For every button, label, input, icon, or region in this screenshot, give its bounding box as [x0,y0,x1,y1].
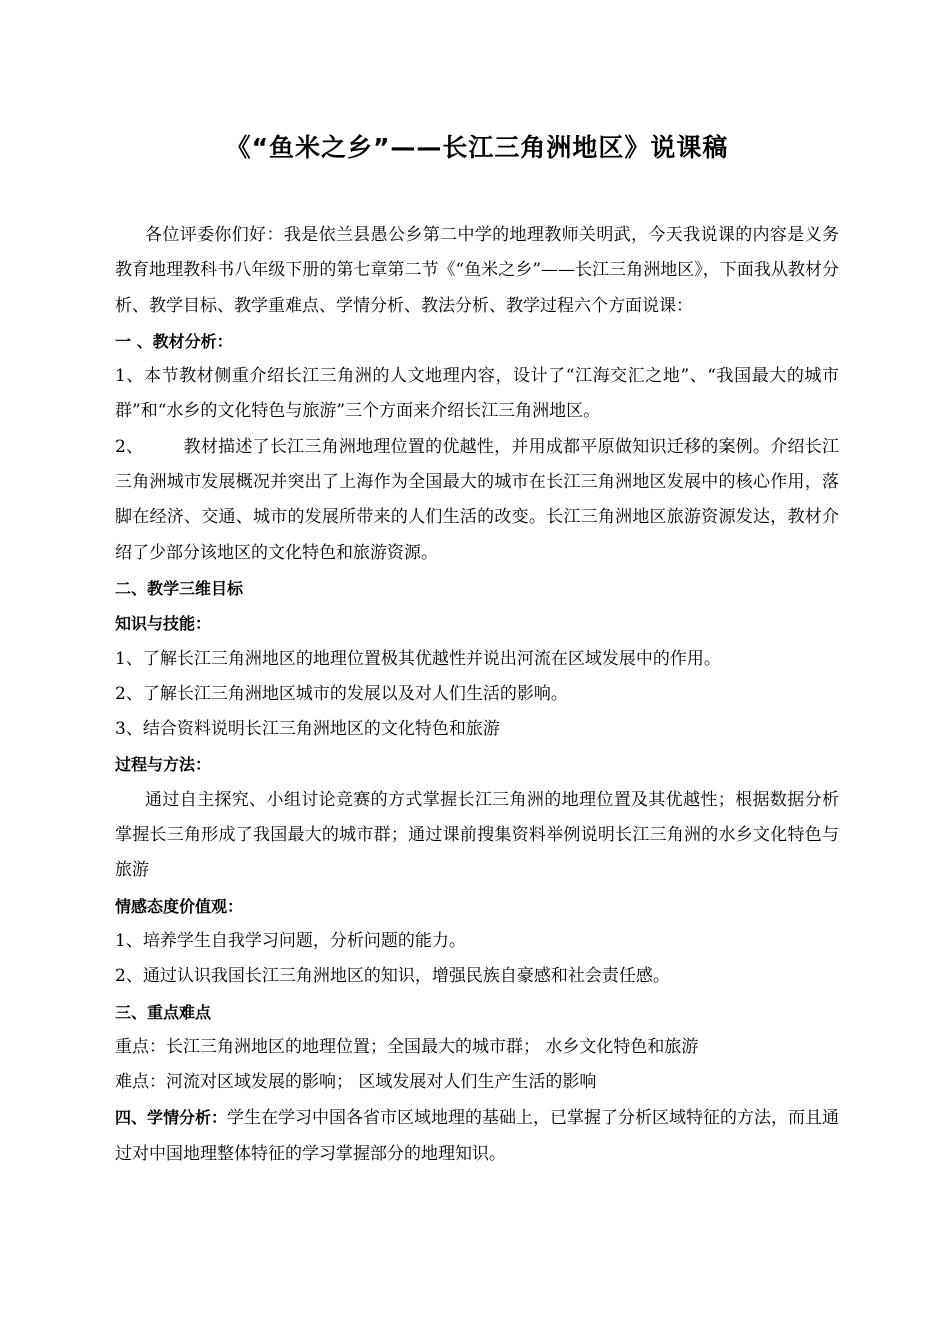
item-2-text: 教材描述了长江三角洲地理位置的优越性，并用成都平原做知识迁移的案例。介绍长江三角洲城市发展概况并突出了上海作为全国最大的城市在长江三角洲地区发展中的核心作用，落脚在经济、交通、城市的发展所带来的人们生活的改变。长江三角洲地区旅游资源发达，教材介绍了少部分该地区的文化特色和旅游资源。 [115,436,839,563]
document-body [115,218,839,1172]
difficult-points-line: 难点：河流对区域发展的影响； 区域发展对人们生产生活的影响 [115,1072,597,1093]
emotion-item-1: 1、培养学生自我学习问题，分析问题的能力。 [115,930,466,951]
textbook-analysis-item-2 [115,430,839,571]
intro-paragraph: 各位评委你们好：我是依兰县愚公乡第二中学的地理教师关明武，今天我说课的内容是义务教育地理教科书八年级下册的第七章第二节《“鱼米之乡”——长江三角洲地区》，下面我从教材分析、教学目标、教学重难点、学情分析、教法分析、教学过程六个方面说课： [115,225,839,316]
knowledge-item-3: 3、结合资料说明长江三角洲地区的文化特色和旅游 [115,719,500,740]
item-2-number: 2、 [115,436,144,457]
subheading-emotion-values: 情感态度价值观： [115,896,244,916]
document-title: 《“鱼米之乡”——长江三角洲地区》说课稿 [225,133,729,162]
key-points-line: 重点：长江三角洲地区的地理位置；全国最大的城市群； 水乡文化特色和旅游 [115,1036,699,1057]
emotion-item-2: 2、通过认识我国长江三角洲地区的知识，增强民族自豪感和社会责任感。 [115,966,670,987]
subheading-knowledge-skills: 知识与技能： [115,614,212,634]
knowledge-item-1: 1、了解长江三角洲地区的地理位置极其优越性并说出河流在区域发展中的作用。 [115,648,721,669]
section-heading-teaching-goals: 二、教学三维目标 [115,578,244,598]
textbook-analysis-item-1: 1、本节教材侧重介绍长江三角洲的人文地理内容，设计了“江海交汇之地”、“我国最大的城市群”和“水乡的文化特色与旅游”三个方面来介绍长江三角洲地区。 [115,366,839,422]
section-heading-key-difficult-points: 三、重点难点 [115,1002,212,1022]
learner-analysis-text: 学生在学习中国各省市区域地理的基础上，已掌握了分析区域特征的方法，而且通过对中国地理整体特征的学习掌握部分的地理知识。 [115,1108,840,1164]
learner-analysis-paragraph [115,1100,839,1172]
section-heading-learner-analysis: 四、学情分析： [115,1108,228,1128]
section-heading-textbook-analysis: 一 、教材分析： [115,331,233,351]
process-methods-paragraph: 通过自主探究、小组讨论竞赛的方式掌握长江三角洲的地理位置及其优越性；根据数据分析掌握长三角形成了我国最大的城市群；通过课前搜集资料举例说明长江三角洲的水乡文化特色与旅游 [115,789,839,881]
knowledge-item-2: 2、了解长江三角洲地区城市的发展以及对人们生活的影响。 [115,683,568,704]
subheading-process-methods: 过程与方法： [115,755,212,775]
